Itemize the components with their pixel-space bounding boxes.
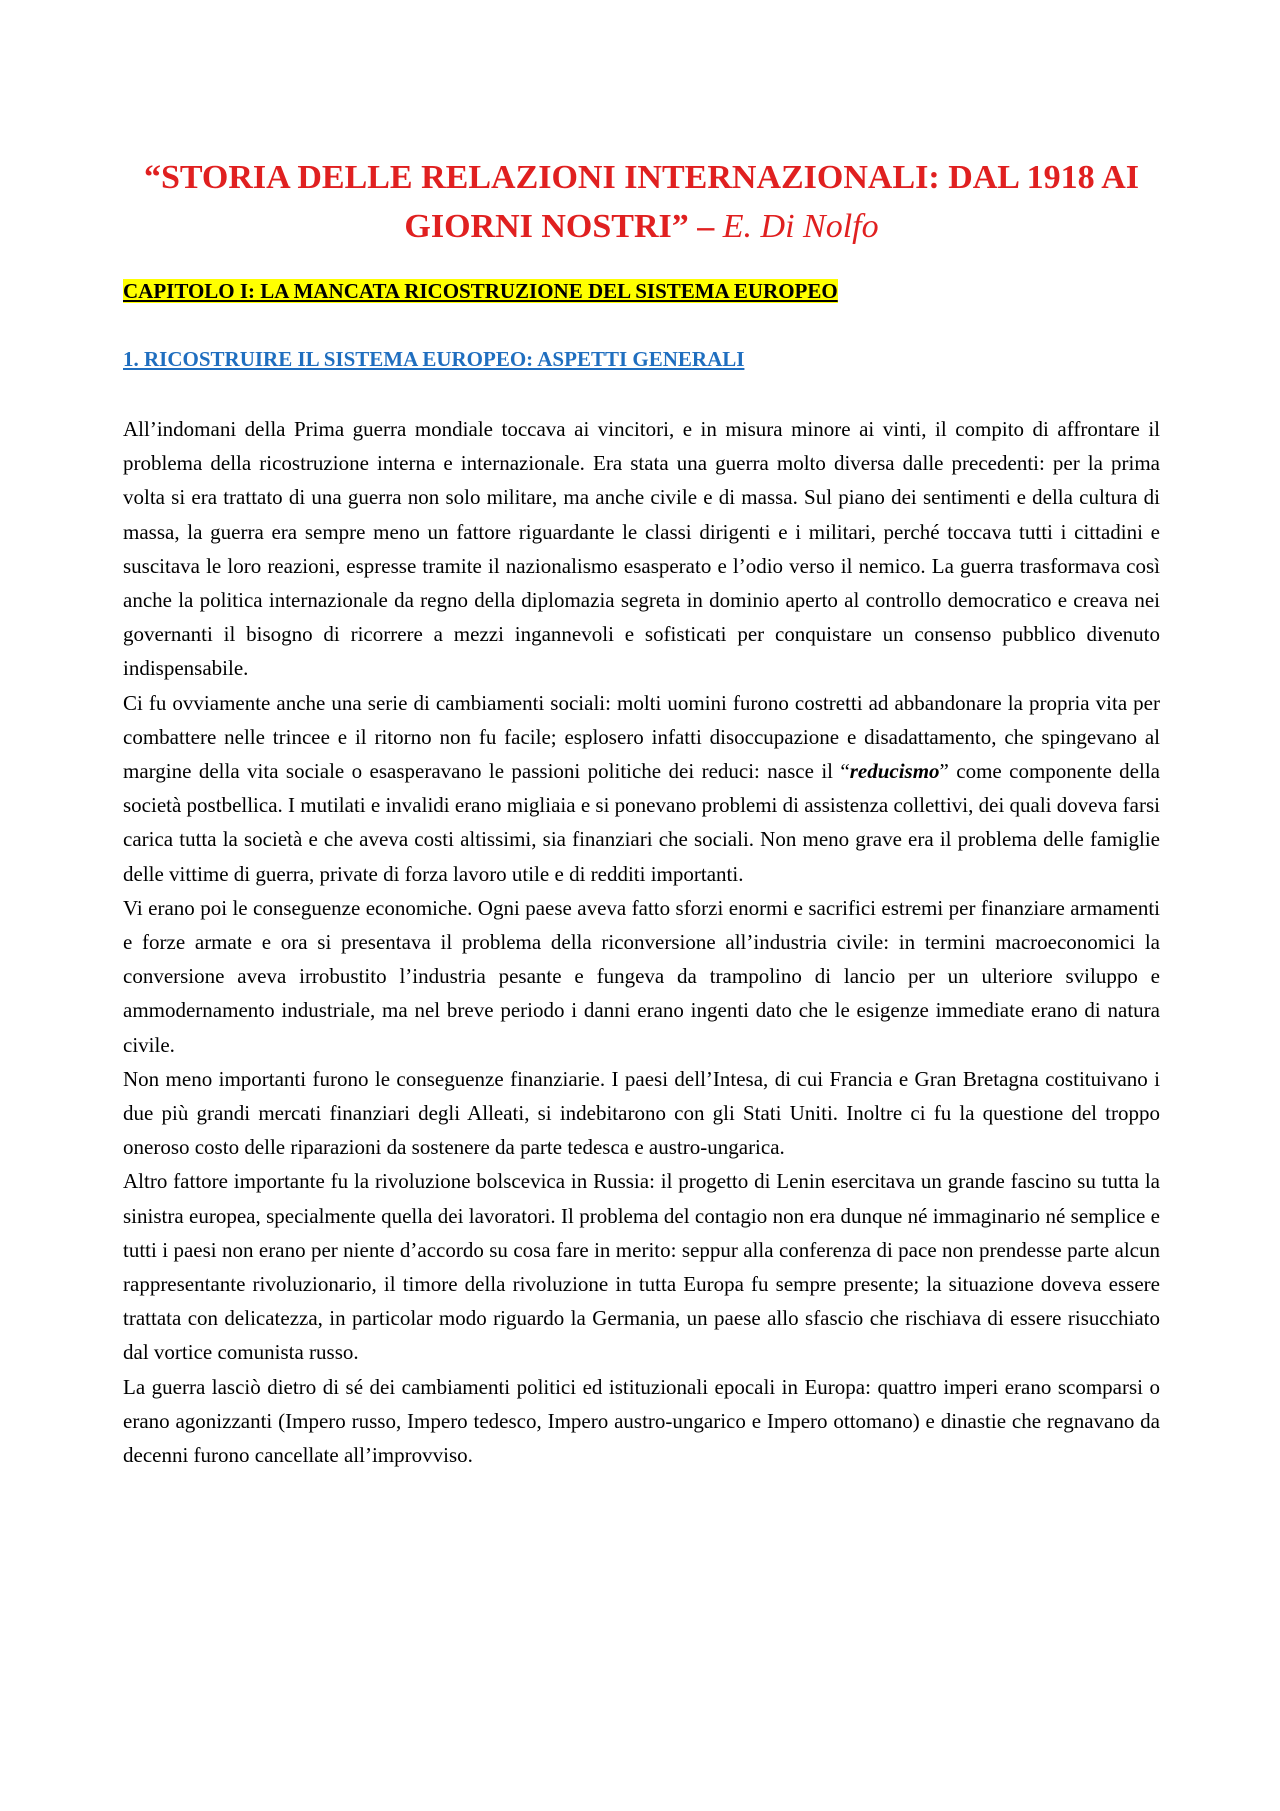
title-close-quote: ” – xyxy=(671,208,723,245)
title-author: E. Di Nolfo xyxy=(722,208,879,245)
chapter-heading-text: CAPITOLO I: LA MANCATA RICOSTRUZIONE DEL SISTEMA EUROPEO xyxy=(123,279,838,303)
page-content xyxy=(123,153,1160,1472)
chapter-heading xyxy=(123,276,1160,306)
section-heading: 1. RICOSTRUIRE IL SISTEMA EUROPEO: ASPETTI GENERALI xyxy=(123,347,745,371)
paragraph-2-text-before: Ci fu ovviamente anche una serie di cambiamenti sociali: molti uomini furono costretti ad abbandonare la propria vita per combattere nelle trincee e il ritorno non fu facile; esplosero infatti disoccupazione e disadattamento, che spingevano al margine della vita sociale o esasperavano le passioni politiche dei reduci: nasce il “ xyxy=(123,690,1160,784)
title-open-quote: “ xyxy=(143,159,161,196)
paragraph-3: Vi erano poi le conseguenze economiche. Ogni paese aveva fatto sforzi enormi e sacrifici estremi per finanziare armamenti e forze armate e ora si presentava il problema della riconversione all’industria civile: in termini macroeconomici la conversione aveva irrobustito l’industria pesante e fungeva da trampolino di lancio per un ulteriore sviluppo e ammodernamento industriale, ma nel breve periodo i danni erano ingenti dato che le esigenze immediate erano di natura civile. xyxy=(123,895,1160,1057)
paragraph-2-emphasis: reducismo xyxy=(849,759,940,784)
paragraph-2 xyxy=(123,686,1160,891)
title-main: STORIA DELLE RELAZIONI INTERNAZIONALI: DAL 1918 AI GIORNI NOSTRI xyxy=(160,159,1140,245)
body-text xyxy=(123,412,1160,1472)
document-title xyxy=(123,153,1160,251)
paragraph-5: Altro fattore importante fu la rivoluzione bolscevica in Russia: il progetto di Lenin esercitava un grande fascino su tutta la sinistra europea, specialmente quella dei lavoratori. Il problema del contagio non era dunque né immaginario né semplice e tutti i paesi non erano per niente d’accordo su cosa fare in merito: seppur alla conferenza di pace non prendesse parte alcun rappresentante rivoluzionario, il timore della rivoluzione in tutta Europa fu sempre presente; la situazione doveva essere trattata con delicatezza, in particolar modo riguardo la Germania, un paese allo sfascio che rischiava di essere risucchiato dal vortice comunista russo. xyxy=(123,1169,1160,1365)
paragraph-2-text-after: ” come componente della società postbellica. I mutilati e invalidi erano migliaia e si ponevano problemi di assistenza collettivi, dei quali doveva farsi carica tutta la società e che aveva costi altissimi, sia finanziari che sociali. Non meno grave era il problema delle famiglie delle vittime di guerra, private di forza lavoro utile e di redditi importanti. xyxy=(123,759,1160,886)
paragraph-6: La guerra lasciò dietro di sé dei cambiamenti politici ed istituzionali epocali in Europa: quattro imperi erano scomparsi o erano agonizzanti (Impero russo, Impero tedesco, Impero austro-ungarico e Impero ottomano) e dinastie che regnavano da decenni furono cancellate all’improvviso. xyxy=(123,1374,1160,1468)
paragraph-1: All’indomani della Prima guerra mondiale toccava ai vincitori, e in misura minore ai vinti, il compito di affrontare il problema della ricostruzione interna e internazionale. Era stata una guerra molto diversa dalle precedenti: per la prima volta si era trattato di una guerra non solo militare, ma anche civile e di massa. Sul piano dei sentimenti e della cultura di massa, la guerra era sempre meno un fattore riguardante le classi dirigenti e i militari, perché toccava tutti i cittadini e suscitava le loro reazioni, espresse tramite il nazionalismo esasperato e l’odio verso il nemico. La guerra trasformava così anche la politica internazionale da regno della diplomazia segreta in dominio aperto al controllo democratico e creava nei governanti il bisogno di ricorrere a mezzi ingannevoli e sofisticati per conquistare un consenso pubblico divenuto indispensabile. xyxy=(123,417,1160,681)
paragraph-4: Non meno importanti furono le conseguenze finanziarie. I paesi dell’Intesa, di cui Francia e Gran Bretagna costituivano i due più grandi mercati finanziari degli Alleati, si indebitarono con gli Stati Uniti. Inoltre ci fu la questione del troppo oneroso costo delle riparazioni da sostenere da parte tedesca e austro-ungarica. xyxy=(123,1066,1160,1160)
